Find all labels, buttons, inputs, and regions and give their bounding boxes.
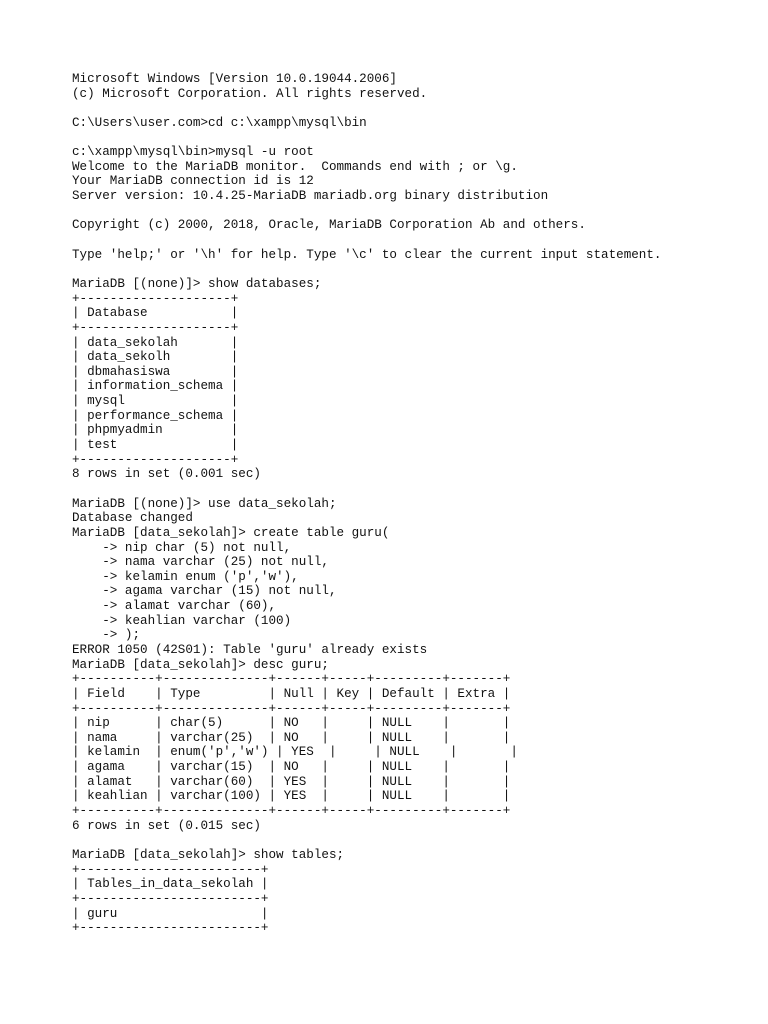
console-line: | test | xyxy=(72,438,239,453)
console-line xyxy=(72,204,661,219)
console-line: MariaDB [(none)]> show databases; xyxy=(72,276,322,291)
console-line: | Tables_in_data_sekolah | xyxy=(72,877,269,892)
console-line: | performance_schema | xyxy=(72,408,239,423)
console-line: | data_sekolh | xyxy=(72,350,239,365)
console-line: Database changed xyxy=(72,511,193,526)
console-line: Type 'help;' or '\h' for help. Type '\c' to clear the current input statement. xyxy=(72,247,662,262)
console-line: | keahlian | varchar(100) | YES | | NULL | | xyxy=(72,789,511,804)
console-line: | agama | varchar(15) | NO | | NULL | | xyxy=(72,760,511,775)
console-line: -> agama varchar (15) not null, xyxy=(72,584,337,599)
console-line: | Database | xyxy=(72,306,239,321)
console-line: MariaDB [(none)]> use data_sekolah; xyxy=(72,496,337,511)
console-line: -> nama varchar (25) not null, xyxy=(72,555,329,570)
console-line: -> ); xyxy=(72,628,141,643)
console-line: | nip | char(5) | NO | | NULL | | xyxy=(72,716,511,731)
console-line: Copyright (c) 2000, 2018, Oracle, MariaDB Corporation Ab and others. xyxy=(72,218,586,233)
console-line: Microsoft Windows [Version 10.0.19044.2006] xyxy=(72,72,397,86)
console-line: Welcome to the MariaDB monitor. Commands end with ; or \g. xyxy=(72,159,518,174)
console-line: | information_schema | xyxy=(72,379,239,394)
console-line: MariaDB [data_sekolah]> show tables; xyxy=(72,847,345,862)
console-line: | alamat | varchar(60) | YES | | NULL | | xyxy=(72,774,511,789)
console-line xyxy=(72,131,661,146)
console-line: -> keahlian varchar (100) xyxy=(72,613,292,628)
console-line: c:\xampp\mysql\bin>mysql -u root xyxy=(72,145,314,160)
console-line: | phpmyadmin | xyxy=(72,423,239,438)
console-line: +--------------------+ xyxy=(72,452,239,467)
console-line: | kelamin | enum('p','w') | YES | | NULL | | xyxy=(72,745,518,760)
console-line: +------------------------+ xyxy=(72,891,269,906)
console-line: 6 rows in set (0.015 sec) xyxy=(72,818,261,833)
console-line: MariaDB [data_sekolah]> create table guru( xyxy=(72,525,390,540)
console-line xyxy=(72,482,661,497)
console-line: Your MariaDB connection id is 12 xyxy=(72,174,314,189)
console-transcript xyxy=(72,72,661,936)
console-line: +------------------------+ xyxy=(72,921,269,936)
console-line xyxy=(72,262,661,277)
console-line: ERROR 1050 (42S01): Table 'guru' already exists xyxy=(72,642,428,657)
console-line: -> nip char (5) not null, xyxy=(72,540,292,555)
console-line xyxy=(72,233,661,248)
console-line: +------------------------+ xyxy=(72,862,269,877)
console-line xyxy=(72,101,661,116)
console-line: Server version: 10.4.25-MariaDB mariadb.org binary distribution xyxy=(72,189,549,204)
console-line: | Field | Type | Null | Key | Default | Extra | xyxy=(72,686,511,701)
console-line: +----------+--------------+------+-----+---------+-------+ xyxy=(72,701,511,716)
console-line: | dbmahasiswa | xyxy=(72,364,239,379)
console-line: | data_sekolah | xyxy=(72,335,239,350)
console-line: | nama | varchar(25) | NO | | NULL | | xyxy=(72,730,511,745)
console-line: MariaDB [data_sekolah]> desc guru; xyxy=(72,657,329,672)
console-line: (c) Microsoft Corporation. All rights reserved. xyxy=(72,86,428,101)
console-line: +--------------------+ xyxy=(72,320,239,335)
console-line: -> alamat varchar (60), xyxy=(72,599,277,614)
console-line: +----------+--------------+------+-----+---------+-------+ xyxy=(72,672,511,687)
console-line: 8 rows in set (0.001 sec) xyxy=(72,467,261,482)
console-line: | mysql | xyxy=(72,394,239,409)
console-line: +----------+--------------+------+-----+---------+-------+ xyxy=(72,804,511,819)
console-line xyxy=(72,833,661,848)
console-line: +--------------------+ xyxy=(72,291,239,306)
console-line: | guru | xyxy=(72,906,269,921)
console-line: C:\Users\user.com>cd c:\xampp\mysql\bin xyxy=(72,115,367,130)
console-line: -> kelamin enum ('p','w'), xyxy=(72,569,299,584)
